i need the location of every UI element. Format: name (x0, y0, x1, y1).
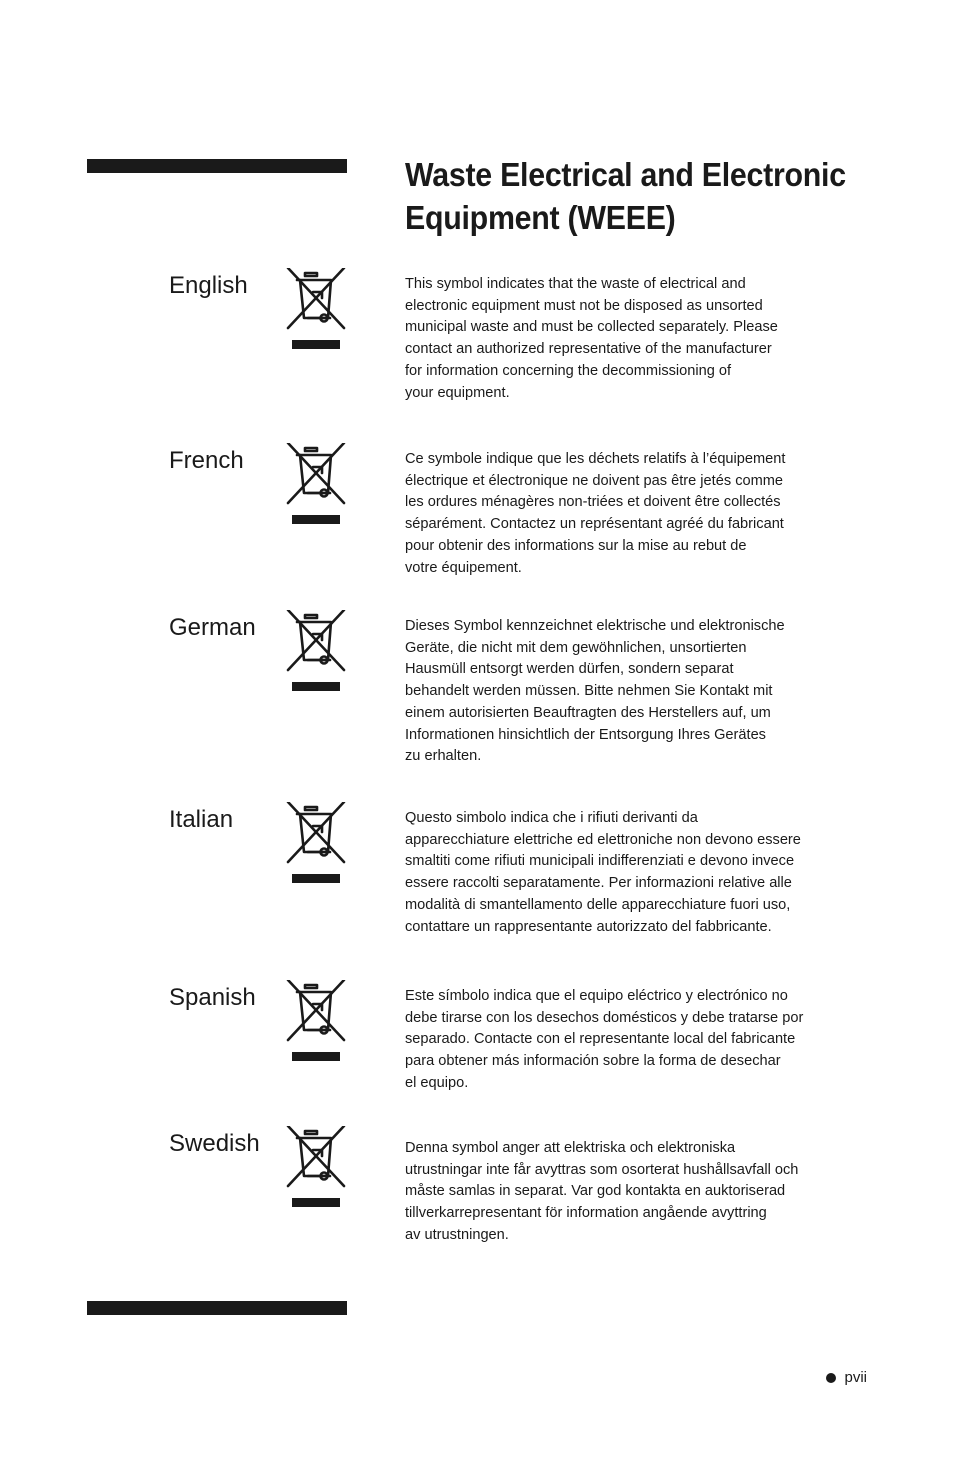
crossed-out-wheelie-bin-icon (284, 802, 348, 890)
page-number-label: pvii (844, 1369, 867, 1386)
language-label: French (169, 447, 244, 474)
crossed-out-wheelie-bin-icon (284, 610, 348, 698)
section-text: Ce symbole indique que les déchets relatifs à l’équipement électrique et électronique ne doivent pas être jetés comme les ordures ménagères non-triées et doivent être collectés séparément. Contactez un représentant agréé du fabricant pour obtenir des informations sur la mise au rebut de votre équipement. (405, 451, 786, 576)
section-text: Questo simbolo indica che i rifiuti derivanti da apparecchiature elettriche ed elettroniche non devono essere smaltiti come rifiuti municipali indifferenziati e devono invece essere raccolti separatamente. Per informazioni relative alle modalità di smantellamento delle apparecchiature fuori uso, contattare un rappresentante autorizzato del fabbricante. (405, 810, 801, 935)
section-text: This symbol indicates that the waste of electrical and electronic equipment must not be disposed as unsorted municipal waste and must be collected separately. Please contact an authorized representative of the manufacturer for information concerning the decommissioning of your equipment. (405, 276, 778, 401)
crossed-out-wheelie-bin-icon (284, 980, 348, 1068)
page-number (826, 1368, 867, 1388)
crossed-out-wheelie-bin-icon (284, 443, 348, 531)
language-label: Spanish (169, 984, 256, 1011)
language-label: Italian (169, 806, 234, 833)
language-label: English (169, 272, 248, 299)
top-rule (87, 159, 347, 173)
language-label: German (169, 614, 256, 641)
crossed-out-wheelie-bin-icon (284, 1126, 348, 1214)
page-title: Waste Electrical and Electronic Equipment (WEEE) (405, 156, 846, 236)
section-text: Este símbolo indica que el equipo eléctrico y electrónico no debe tirarse con los desechos domésticos y debe tratarse por separado. Contacte con el representante local del fabricante para obtener más información sobre la forma de desechar el equipo. (405, 988, 804, 1091)
bottom-rule (87, 1301, 347, 1315)
crossed-out-wheelie-bin-icon (284, 268, 348, 356)
section-text: Denna symbol anger att elektriska och elektroniska utrustningar inte får avyttras som osorterat hushållsavfall och måste samlas in separat. Var god kontakta en auktoriserad tillverkarrepresentant för information angående avyttring av utrustningen. (405, 1140, 799, 1243)
section-text: Dieses Symbol kennzeichnet elektrische und elektronische Geräte, die nicht mit dem gewöhnlichen, unsortierten Hausmüll entsorgt werden dürfen, sondern separat behandelt werden müssen. Bitte nehmen Sie Kontakt mit einem autorisierten Beauftragten des Herstellers auf, um Informationen hinsichtlich der Entsorgung Ihres Gerätes zu erhalten. (405, 618, 785, 765)
bullet-icon (826, 1373, 836, 1383)
language-label: Swedish (169, 1130, 260, 1157)
